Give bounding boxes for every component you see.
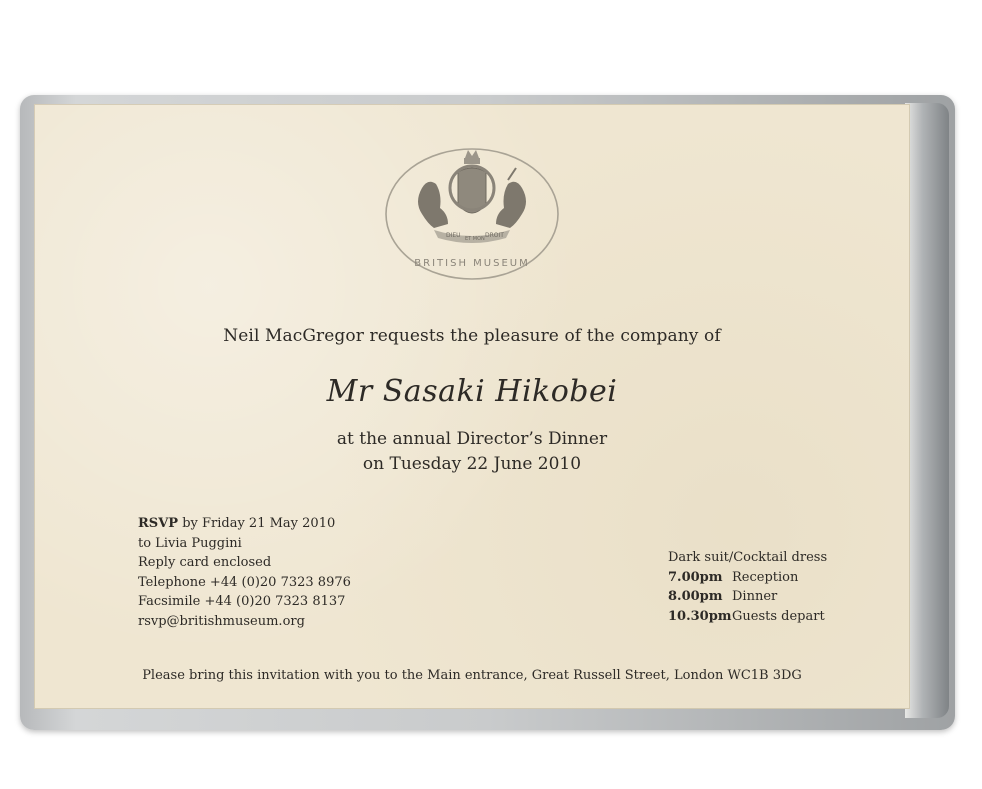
host-line: Neil MacGregor requests the pleasure of the company of <box>223 326 721 346</box>
facsimile-line: Facsimile +44 (0)20 7323 8137 <box>138 594 346 609</box>
telephone-line: Telephone +44 (0)20 7323 8976 <box>138 574 351 590</box>
schedule-time: 8.00pm <box>668 589 723 604</box>
date-line: on Tuesday 22 June 2010 <box>362 454 582 474</box>
schedule-item <box>668 607 827 627</box>
rsvp-label: RSVP <box>138 516 179 531</box>
schedule-time: 7.00pm <box>668 569 723 585</box>
rsvp-to-line: to Livia Puggini <box>138 535 242 551</box>
schedule-block <box>668 548 827 626</box>
schedule-label: Guests depart <box>732 608 825 624</box>
crest-ribbon-right: DROIT <box>485 232 504 239</box>
frame-edge <box>905 103 949 718</box>
guest-name: Mr Sasaki Hikobei <box>326 374 618 409</box>
schedule-label: Reception <box>732 569 799 585</box>
schedule-item <box>668 587 827 607</box>
rsvp-email: rsvp@britishmuseum.org <box>138 613 305 629</box>
footer-note: Please bring this invitation with you to the Main entrance, Great Russell Street, London WC1B 3DG <box>142 668 802 683</box>
crest-institution-label: BRITISH MUSEUM <box>414 258 530 269</box>
rsvp-deadline: by Friday 21 May 2010 <box>178 516 336 531</box>
dress-code: Dark suit/Cocktail dress <box>668 550 828 565</box>
invitation-card <box>34 104 910 709</box>
reply-card-line: Reply card enclosed <box>138 555 272 570</box>
rsvp-deadline-line <box>138 514 351 534</box>
schedule-item <box>668 568 827 588</box>
royal-crest-emblem <box>382 144 562 284</box>
crest-ribbon-left: DIEU <box>446 232 461 239</box>
rsvp-block <box>138 514 351 631</box>
event-line: at the annual Director’s Dinner <box>336 429 608 449</box>
schedule-label: Dinner <box>732 589 778 604</box>
schedule-time: 10.30pm <box>668 608 732 624</box>
crest-ribbon-center: ET MON <box>465 236 485 242</box>
